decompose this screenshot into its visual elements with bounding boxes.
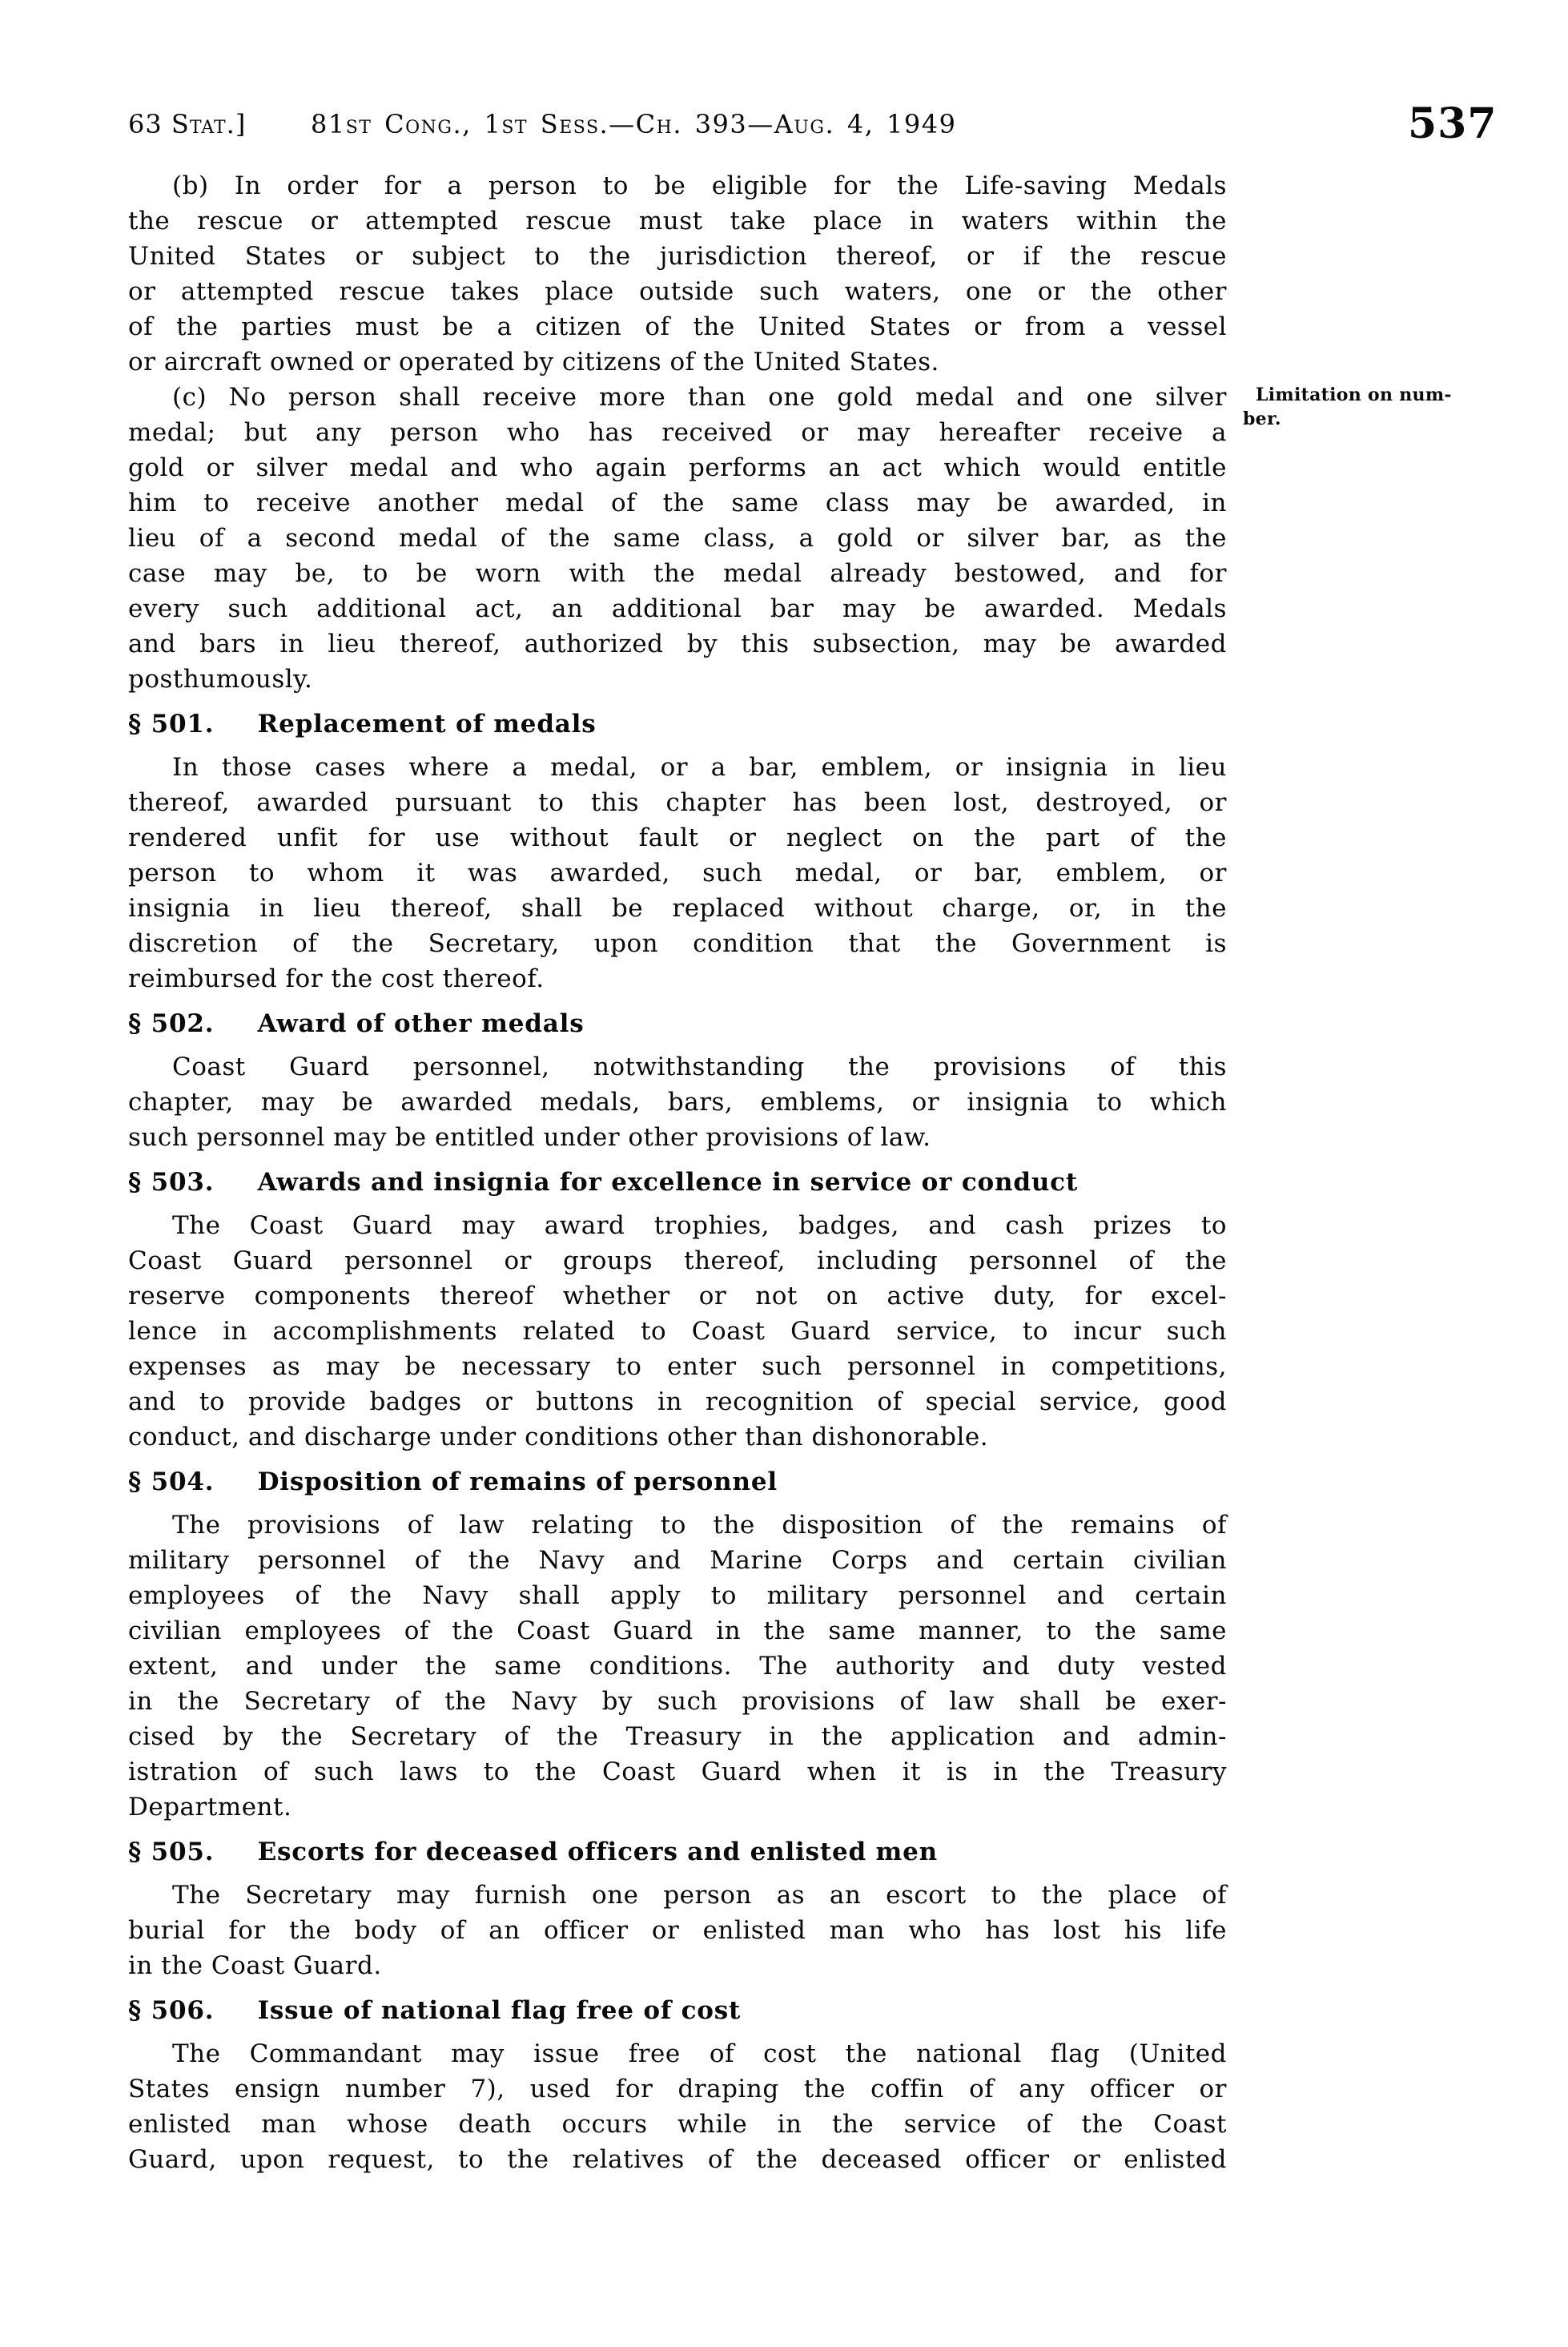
text-line: of the parties must be a citizen of the United States or from a vessel bbox=[128, 312, 1227, 341]
section-501-title: Replacement of medals bbox=[257, 710, 597, 739]
text-line: lence in accomplishments related to Coast Guard service, to incur such bbox=[128, 1317, 1227, 1346]
text-line: Coast Guard personnel or groups thereof, including personnel of the bbox=[128, 1246, 1227, 1275]
text-line: the rescue or attempted rescue must take place in waters within the bbox=[128, 207, 1227, 236]
text-line: military personnel of the Navy and Marine Corps and certain civilian bbox=[128, 1546, 1227, 1575]
margin-note-limitation-on-number bbox=[1243, 383, 1507, 431]
text-line: conduct, and discharge under conditions other than dishonorable. bbox=[128, 1423, 989, 1451]
text-line: reimbursed for the cost thereof. bbox=[128, 964, 545, 993]
text-line: thereof, awarded pursuant to this chapter has been lost, destroyed, or bbox=[128, 788, 1227, 817]
paragraph-section-504 bbox=[128, 1508, 1227, 1825]
text-line: rendered unfit for use without fault or neglect on the part of the bbox=[128, 823, 1227, 852]
text-line: The Coast Guard may award trophies, badges, and cash prizes to bbox=[172, 1211, 1227, 1240]
section-505-title: Escorts for deceased officers and enlisted men bbox=[257, 1838, 939, 1866]
text-line: civilian employees of the Coast Guard in the same manner, to the same bbox=[128, 1616, 1227, 1645]
paragraph-section-503 bbox=[128, 1208, 1227, 1455]
text-line: reserve components thereof whether or not on active duty, for excel- bbox=[128, 1282, 1227, 1310]
text-line: and bars in lieu thereof, authorized by this subsection, may be awarded bbox=[128, 630, 1227, 658]
text-line: Limitation on num- bbox=[1256, 384, 1452, 405]
section-502-heading bbox=[128, 1006, 1227, 1041]
text-line: expenses as may be necessary to enter such personnel in competitions, bbox=[128, 1352, 1227, 1381]
paragraph-section-501 bbox=[128, 750, 1227, 996]
text-column bbox=[128, 168, 1227, 2177]
text-line: case may be, to be worn with the medal already bestowed, and for bbox=[128, 559, 1227, 588]
paragraph-subsection-b bbox=[128, 168, 1227, 380]
page-number: 537 bbox=[1408, 99, 1498, 148]
section-503-number: § 503. bbox=[128, 1168, 215, 1197]
section-506-title: Issue of national flag free of cost bbox=[257, 1996, 742, 2025]
text-line: such personnel may be entitled under other provisions of law. bbox=[128, 1123, 931, 1152]
text-line: United States or subject to the jurisdiction thereof, or if the rescue bbox=[128, 242, 1227, 271]
text-line: (c) No person shall receive more than one gold medal and one silver bbox=[172, 383, 1227, 412]
text-line: States ensign number 7), used for draping the coffin of any officer or bbox=[128, 2075, 1227, 2103]
section-506-heading bbox=[128, 1993, 1227, 2028]
text-line: medal; but any person who has received or may hereafter receive a bbox=[128, 418, 1227, 447]
paragraph-section-502 bbox=[128, 1049, 1227, 1155]
text-line: istration of such laws to the Coast Guard when it is in the Treasury bbox=[128, 1757, 1227, 1786]
text-line: or aircraft owned or operated by citizens of the United States. bbox=[128, 348, 939, 376]
paragraph-section-505 bbox=[128, 1878, 1227, 1983]
section-502-title: Award of other medals bbox=[257, 1009, 585, 1038]
section-503-title: Awards and insignia for excellence in service or conduct bbox=[257, 1168, 1078, 1197]
text-line: Guard, upon request, to the relatives of the deceased officer or enlisted bbox=[128, 2145, 1227, 2174]
text-line: cised by the Secretary of the Treasury in the application and admin- bbox=[128, 1722, 1227, 1751]
text-line: employees of the Navy shall apply to military personnel and certain bbox=[128, 1581, 1227, 1610]
text-line: extent, and under the same conditions. The authority and duty vested bbox=[128, 1652, 1227, 1681]
text-line: The provisions of law relating to the disposition of the remains of bbox=[172, 1511, 1227, 1540]
section-505-heading bbox=[128, 1834, 1227, 1870]
text-line: enlisted man whose death occurs while in the service of the Coast bbox=[128, 2110, 1227, 2139]
text-line: insignia in lieu thereof, shall be replaced without charge, or, in the bbox=[128, 894, 1227, 923]
text-line: discretion of the Secretary, upon condition that the Government is bbox=[128, 929, 1227, 958]
paragraph-subsection-c bbox=[128, 380, 1227, 697]
section-501-heading bbox=[128, 707, 1227, 742]
text-line: The Secretary may furnish one person as an escort to the place of bbox=[172, 1881, 1227, 1910]
text-line: in the Coast Guard. bbox=[128, 1951, 382, 1980]
text-line: In those cases where a medal, or a bar, emblem, or insignia in lieu bbox=[172, 753, 1227, 782]
section-506-number: § 506. bbox=[128, 1996, 215, 2025]
text-line: posthumously. bbox=[128, 665, 313, 694]
session-chapter-citation: 81st Cong., 1st Sess.—Ch. 393—Aug. 4, 1949 bbox=[311, 109, 957, 139]
section-505-number: § 505. bbox=[128, 1838, 215, 1866]
text-line: lieu of a second medal of the same class, a gold or silver bar, as the bbox=[128, 524, 1227, 553]
text-line: The Commandant may issue free of cost the national flag (United bbox=[172, 2039, 1227, 2068]
text-line: (b) In order for a person to be eligible for the Life-saving Medals bbox=[172, 171, 1227, 200]
section-504-number: § 504. bbox=[128, 1467, 215, 1496]
text-line: burial for the body of an officer or enlisted man who has lost his life bbox=[128, 1916, 1227, 1945]
text-line: ber. bbox=[1243, 409, 1281, 429]
text-line: and to provide badges or buttons in recognition of special service, good bbox=[128, 1387, 1227, 1416]
text-line: chapter, may be awarded medals, bars, emblems, or insignia to which bbox=[128, 1088, 1227, 1117]
text-line: or attempted rescue takes place outside such waters, one or the other bbox=[128, 277, 1227, 306]
text-line: him to receive another medal of the same class may be awarded, in bbox=[128, 489, 1227, 517]
text-line: in the Secretary of the Navy by such provisions of law shall be exer- bbox=[128, 1687, 1227, 1716]
section-504-heading bbox=[128, 1464, 1227, 1500]
text-line: gold or silver medal and who again performs an act which would entitle bbox=[128, 453, 1227, 482]
text-line: every such additional act, an additional bar may be awarded. Medals bbox=[128, 594, 1227, 623]
volume-citation: 63 Stat.] bbox=[128, 109, 247, 139]
section-503-heading bbox=[128, 1165, 1227, 1200]
section-504-title: Disposition of remains of personnel bbox=[257, 1467, 778, 1496]
paragraph-section-506 bbox=[128, 2036, 1227, 2177]
text-line: Department. bbox=[128, 1793, 292, 1822]
section-501-number: § 501. bbox=[128, 710, 215, 739]
section-502-number: § 502. bbox=[128, 1009, 215, 1038]
text-line: person to whom it was awarded, such medal, or bar, emblem, or bbox=[128, 859, 1227, 888]
text-line: Coast Guard personnel, notwithstanding the provisions of this bbox=[172, 1053, 1227, 1081]
